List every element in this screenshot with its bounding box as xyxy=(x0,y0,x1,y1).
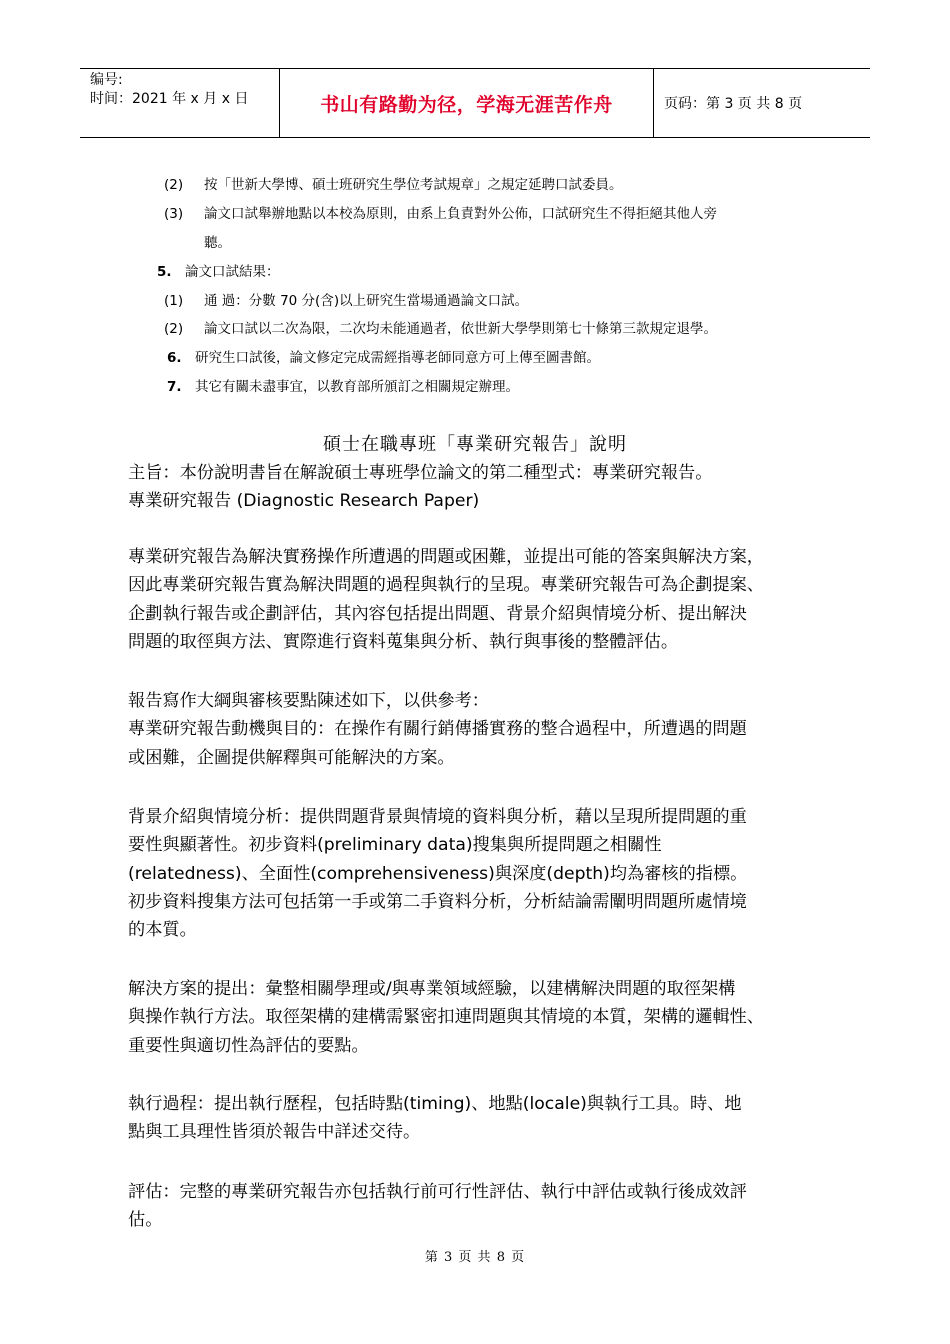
paragraph-line: 背景介紹與情境分析：提供問題背景與情境的資料與分析，藉以呈現所提問題的重 xyxy=(128,807,747,827)
header-meta xyxy=(80,69,280,137)
paragraph-line: 專業研究報告為解決實務操作所遭遇的問題或困難，並提出可能的答案與解決方案， xyxy=(128,547,764,567)
rule-item xyxy=(164,205,717,223)
paragraph-overview xyxy=(128,543,828,656)
paragraph-line: 評估：完整的專業研究報告亦包括執行前可行性評估、執行中評估或執行後成效評 xyxy=(128,1182,747,1202)
paragraph-line: 與操作執行方法。取徑架構的建構需緊密扣連問題與其情境的本質，架構的邏輯性、 xyxy=(128,1007,764,1028)
section-title: 碩士在職專班「專業研究報告」說明 xyxy=(323,434,627,455)
intro-block xyxy=(128,459,828,516)
paragraph-line: 專業研究報告動機與目的：在操作有關行銷傳播實務的整合過程中，所遭遇的問題 xyxy=(128,719,747,740)
rule-item xyxy=(164,292,528,310)
rule-text: 聽。 xyxy=(204,235,231,251)
number-label: 编号: xyxy=(90,72,123,88)
rule-number: (1) xyxy=(164,293,184,309)
rule-item xyxy=(204,234,231,252)
rule-item xyxy=(164,320,717,338)
paragraph-line: 點與工具理性皆須於報告中詳述交待。 xyxy=(128,1122,421,1143)
paragraph-line: 報告寫作大綱與審核要點陳述如下，以供參考： xyxy=(128,691,489,711)
header-motto-cell xyxy=(280,69,654,137)
paragraph-line: 執行過程：提出執行歷程，包括時點(timing)、地點(locale)與執行工具。時、地 xyxy=(128,1094,742,1114)
header-page-cell xyxy=(654,69,870,137)
rule-number: (3) xyxy=(164,206,184,222)
rule-text: 論文口試以二次為限，二次均未能通過者，依世新大學學則第七十條第三款規定退學。 xyxy=(204,321,717,337)
intro-line: 主旨：本份說明書旨在解說碩士專班學位論文的第二種型式：專業研究報告。 xyxy=(128,463,713,483)
paragraph-line: 估。 xyxy=(128,1210,163,1231)
rule-item xyxy=(164,176,623,194)
paragraph-line: 解決方案的提出：彙整相關學理或/與專業領域經驗，以建構解決問題的取徑架構 xyxy=(128,979,736,999)
paragraph-line: 因此專業研究報告實為解決問題的過程與執行的呈現。專業研究報告可為企劃提案、 xyxy=(128,575,764,596)
paragraph-line: 要性與顯著性。初步資料(preliminary data)搜集與所提問題之相關性 xyxy=(128,835,662,856)
motto-text: 书山有路勤为径，学海无涯苦作舟 xyxy=(320,93,613,116)
rule-item xyxy=(157,263,280,281)
paragraph-outline xyxy=(128,687,828,772)
paragraph-line: (relatedness)、全面性(comprehensiveness)與深度(depth)均為審核的指標。 xyxy=(128,863,748,884)
paragraph-line: 企劃執行報告或企劃評估，其內容包括提出問題、背景介紹與情境分析、提出解決 xyxy=(128,603,747,624)
paragraph-background xyxy=(128,803,828,944)
rule-text: 研究生口試後，論文修定完成需經指導老師同意方可上傳至圖書館。 xyxy=(195,350,600,366)
rule-number: 7. xyxy=(167,379,182,395)
rule-text: 其它有關未盡事宜，以教育部所頒訂之相關規定辦理。 xyxy=(195,379,519,395)
page-label: 页码：第 3 页 共 8 页 xyxy=(664,96,803,112)
rule-number: (2) xyxy=(164,177,184,193)
rule-item xyxy=(167,378,519,396)
paragraph-solution xyxy=(128,975,828,1060)
paragraph-line: 的本質。 xyxy=(128,920,197,941)
date-label: 时间：2021 年 x 月 x 日 xyxy=(90,91,249,107)
page-footer: 第 3 页 共 8 页 xyxy=(424,1250,526,1265)
paragraph-execution xyxy=(128,1090,828,1147)
rule-item xyxy=(167,349,600,367)
page-header xyxy=(80,68,870,138)
rule-number: 6. xyxy=(167,350,182,366)
paragraph-line: 或困難，企圖提供解釋與可能解決的方案。 xyxy=(128,747,455,768)
intro-line: 專業研究報告 (Diagnostic Research Paper) xyxy=(128,491,480,512)
rule-text: 論文口試舉辦地點以本校為原則，由系上負責對外公佈，口試研究生不得拒絕其他人旁 xyxy=(204,206,717,222)
paragraph-evaluation xyxy=(128,1178,828,1235)
paragraph-line: 重要性與適切性為評估的要點。 xyxy=(128,1035,369,1056)
paragraph-line: 初步資料搜集方法可包括第一手或第二手資料分析，分析結論需闡明問題所處情境 xyxy=(128,891,747,912)
paragraph-line: 問題的取徑與方法、實際進行資料蒐集與分析、執行與事後的整體評估。 xyxy=(128,631,679,652)
rule-text: 論文口試結果： xyxy=(185,264,280,280)
rule-number: 5. xyxy=(157,264,172,280)
rule-text: 按「世新大學博、碩士班研究生學位考試規章」之規定延聘口試委員。 xyxy=(204,177,623,193)
rule-number: (2) xyxy=(164,321,184,337)
rule-text: 通 過：分數 70 分(含)以上研究生當場通過論文口試。 xyxy=(204,293,529,309)
